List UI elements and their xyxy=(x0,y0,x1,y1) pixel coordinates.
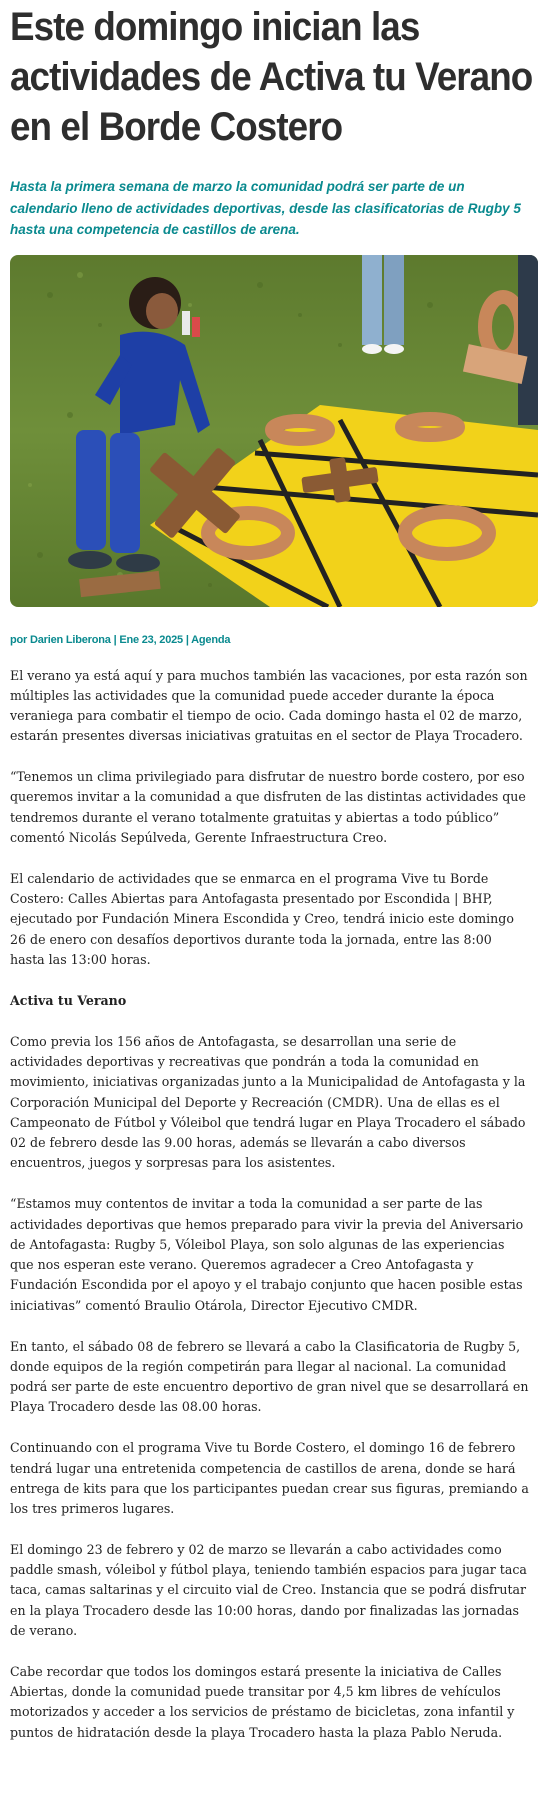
section-heading: Activa tu Verano xyxy=(10,992,127,1008)
article-title: Este domingo inician las actividades de Activa tu Verano en el Borde Costero xyxy=(10,5,533,149)
paragraph: “Estamos muy contentos de invitar a toda la comunidad a ser parte de las actividades deportivas que hemos preparado para vivir la previa del Aniversario de Antofagasta: Rugby 5, Vóleibol Playa, son solo algunas de las experiencias que nos esperan este verano. Queremos agradecer a Creo Antofagasta y Fundación Escondida por el apoyo y el trabajo conjunto que hacen posible estas iniciativas” comentó Braulio Otárola, Director Ejecutivo CMDR. xyxy=(10,1196,524,1313)
article-lead: Hasta la primera semana de marzo la comunidad podrá ser parte de un calendario lleno de actividades deportivas, desde las clasificatorias de Rugby 5 hasta una competencia de castillos de arena. xyxy=(10,179,521,237)
meta-separator: | xyxy=(182,633,192,646)
paragraph: El calendario de actividades que se enmarca en el programa Vive tu Borde Costero: Calles Abiertas para Antofagasta presentado por Escondida | BHP, ejecutado por Fundación Minera Escondida y Creo, tendrá inicio este domingo 26 de enero con desafíos deportivos durante toda la jornada, entre las 8:00 hasta las 13:00 horas. xyxy=(10,870,514,968)
paragraph: En tanto, el sábado 08 de febrero se llevará a cabo la Clasificatoria de Rugby 5, donde equipos de la región competirán para llegar al nacional. La comunidad podrá ser parte de este encuentro deportivo de gran nivel que se desarrollará en Playa Trocadero desde las 08.00 horas. xyxy=(10,1338,529,1415)
hero-image xyxy=(10,255,538,607)
article-body xyxy=(10,666,530,1744)
meta-separator: | xyxy=(110,633,120,646)
paragraph: Como previa los 156 años de Antofagasta, se desarrollan una serie de actividades deportivas y recreativas que pondrán a toda la comunidad en movimiento, iniciativas organizadas junto a la Municipalidad de Antofagasta y la Corporación Municipal del Deporte y Recreación (CMDR). Una de ellas es el Campeonato de Fútbol y Vóleibol que tendrá lugar en Playa Trocadero el sábado 02 de febrero desde las 9.00 horas, además se llevarán a cabo diversos encuentros, juegos y sorpresas para los asistentes. xyxy=(10,1033,526,1171)
paragraph: Continuando con el programa Vive tu Borde Costero, el domingo 16 de febrero tendrá lugar una entretenida competencia de castillos de arena, donde se hará entrega de kits para que los participantes puedan crear sus figuras, premiando a los tres primeros lugares. xyxy=(10,1440,529,1517)
paragraph: “Tenemos un clima privilegiado para disfrutar de nuestro borde costero, por eso queremos invitar a la comunidad a que disfruten de las distintas actividades que tendremos durante el verano totalmente gratuitas y abiertas a todo público” comentó Nicolás Sepúlveda, Gerente Infraestructura Creo. xyxy=(10,769,526,846)
paragraph: El verano ya está aquí y para muchos también las vacaciones, por esta razón son múltiples las actividades que la comunidad puede acceder durante la época veraniega para combatir el tiempo de ocio. Cada domingo hasta el 02 de marzo, estarán presentes diversas iniciativas gratuitas en el sector de Playa Trocadero. xyxy=(10,667,528,744)
paragraph: El domingo 23 de febrero y 02 de marzo se llevarán a cabo actividades como paddle smash, vóleibol y fútbol playa, teniendo también espacios para jugar taca taca, camas saltarinas y el circuito vial de Creo. Instancia que se podrá disfrutar en la playa Trocadero desde las 10:00 horas, dando por finalizadas las jornadas de verano. xyxy=(10,1541,527,1639)
author-link[interactable]: por Darien Liberona xyxy=(10,633,111,646)
category-link[interactable]: Agenda xyxy=(191,633,231,646)
article-meta xyxy=(10,634,540,646)
paragraph: Cabe recordar que todos los domingos estará presente la iniciativa de Calles Abiertas, donde la comunidad puede transitar por 4,5 km libres de vehículos motorizados y acceder a los servicios de préstamo de bicicletas, zona infantil y puntos de hidratación desde la playa Trocadero hasta la plaza Pablo Neruda. xyxy=(10,1663,515,1740)
publish-date: Ene 23, 2025 xyxy=(119,633,183,646)
